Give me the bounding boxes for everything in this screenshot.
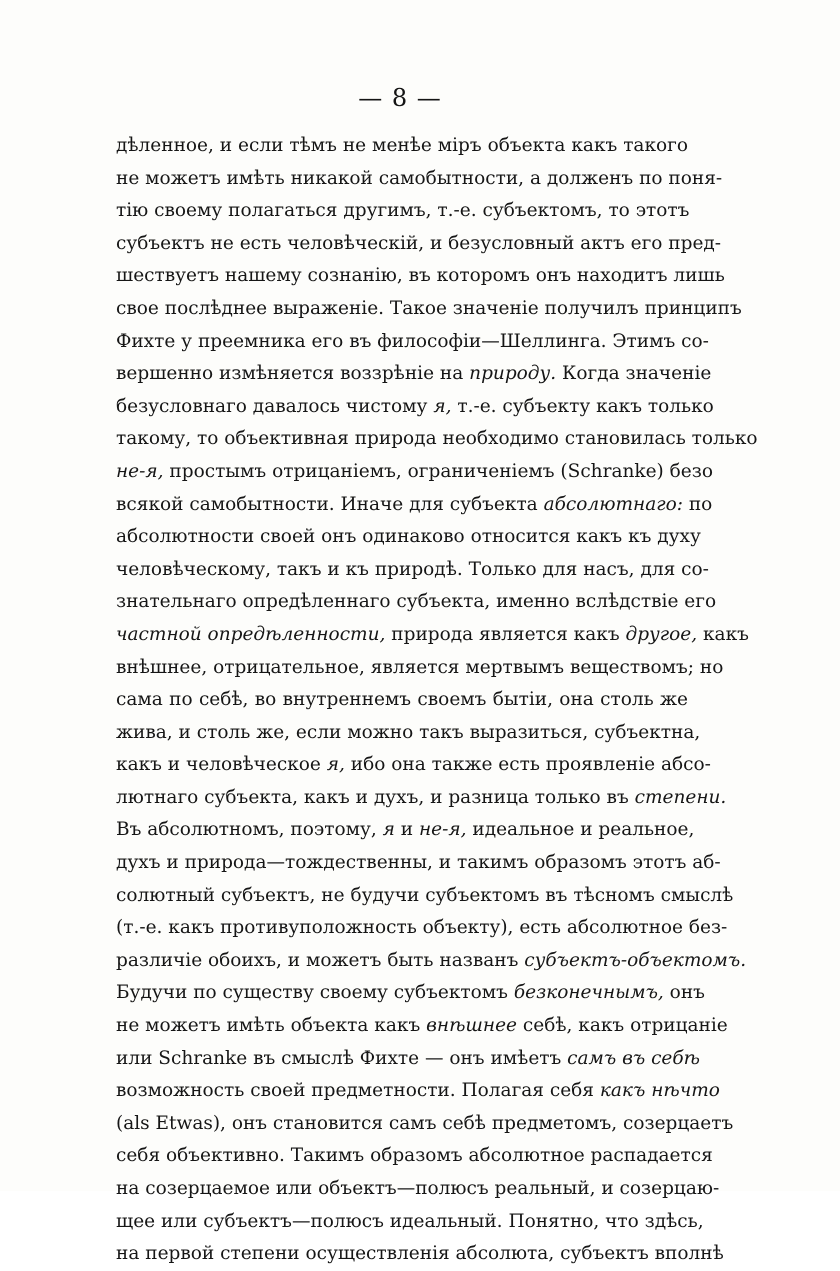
text-run: на первой степени осуществленія абсолюта, субъектъ вполнѣ (116, 1243, 724, 1265)
text-run: лютнаго субъекта, какъ и духъ, и разница только въ (116, 786, 635, 808)
text-line (116, 521, 701, 554)
text-line (116, 880, 734, 913)
text-line (116, 977, 705, 1010)
text-run: онъ (663, 982, 705, 1004)
text-line (116, 1010, 728, 1043)
text-run: (т.-е. какъ противуположность объекту), есть абсолютное без- (116, 917, 728, 939)
text-line (116, 1140, 713, 1173)
text-line (116, 814, 695, 847)
text-run: сама по себѣ, во внутреннемъ своемъ бытіи, она столь же (116, 689, 688, 711)
text-run: (als Etwas), онъ становится самъ себѣ предметомъ, созерцаетъ (116, 1112, 734, 1134)
text-run: духъ и природа—тождественны, и такимъ образомъ этотъ аб- (116, 852, 721, 874)
text-run: себя объективно. Такимъ образомъ абсолютное распадается (116, 1145, 713, 1167)
text-run: свое послѣднее выраженіе. Такое значеніе получилъ принципъ (116, 297, 742, 319)
italic-text: самъ въ себѣ (567, 1047, 700, 1069)
italic-text: я, (433, 395, 452, 417)
text-line (116, 163, 723, 196)
text-line (116, 195, 688, 228)
text-line (116, 1075, 720, 1108)
text-line (116, 358, 712, 391)
text-run: себѣ, какъ отрицаніе (517, 1015, 728, 1037)
text-line (116, 554, 709, 587)
text-run: жива, и столь же, если можно такъ выразиться, субъектна, (116, 721, 701, 743)
text-run: идеальное и реальное, (466, 819, 695, 841)
text-run: всякой самобытности. Иначе для субъекта (116, 493, 544, 515)
italic-text: не-я, (418, 819, 467, 841)
text-run: человѣческому, такъ и къ природѣ. Только для насъ, для со- (116, 558, 709, 580)
body-text (116, 130, 758, 1271)
text-run: или Schranke въ смыслѣ Фихте — онъ имѣетъ (116, 1047, 568, 1069)
text-line (116, 423, 758, 456)
text-line (116, 293, 742, 326)
italic-text: я (382, 819, 395, 841)
text-run: не можетъ имѣть никакой самобытности, а долженъ по поня- (116, 167, 723, 189)
text-run: какъ (697, 623, 749, 645)
text-run: различіе обоихъ, и можетъ быть названъ (116, 949, 525, 971)
text-run: солютный субъектъ, не будучи субъектомъ въ тѣсномъ смыслѣ (116, 884, 734, 906)
text-line (116, 1206, 704, 1239)
text-run: внѣшнее, отрицательное, является мертвымъ веществомъ; но (116, 656, 724, 678)
text-run: безусловнаго давалось чистому (116, 395, 434, 417)
text-run: какъ и человѣческое (116, 754, 327, 776)
text-line (116, 847, 721, 880)
italic-text: я, (326, 754, 345, 776)
italic-text: субъектъ-объектомъ. (524, 949, 747, 971)
text-line (116, 228, 722, 261)
text-run: Будучи по существу своему субъектомъ (116, 982, 514, 1004)
text-run: т.-е. субъекту какъ только (451, 395, 714, 417)
text-line (116, 945, 747, 978)
text-line (116, 260, 725, 293)
text-line (116, 326, 709, 359)
text-line (116, 586, 717, 619)
italic-text: другое, (625, 623, 698, 645)
text-line (116, 391, 714, 424)
text-run: ибо она также есть проявленіе абсо- (344, 754, 711, 776)
text-run: Въ абсолютномъ, поэтому, (116, 819, 383, 841)
text-run: и (394, 819, 419, 841)
text-run: такому, то объективная природа необходимо становилась только (116, 428, 758, 450)
text-line (116, 782, 727, 815)
italic-text: не-я, (116, 460, 164, 482)
page-number: — 8 — (358, 84, 442, 112)
italic-text: безконечнымъ, (513, 982, 664, 1004)
text-line (116, 489, 713, 522)
text-line (116, 684, 688, 717)
text-line (116, 749, 711, 782)
text-run: по (682, 493, 713, 515)
text-run: абсолютности своей онъ одинаково относится какъ къ духу (116, 526, 701, 548)
text-line (116, 717, 701, 750)
italic-text: внѣшнее (426, 1015, 518, 1037)
italic-text: абсолютнаго: (543, 493, 683, 515)
text-run: тію своему полагаться другимъ, т.-е. субъектомъ, то этотъ (116, 200, 690, 222)
text-run: на созерцаемое или объектъ—полюсъ реальный, и созерцаю- (116, 1178, 720, 1199)
text-run: природа является какъ (385, 623, 626, 645)
text-run: вершенно измѣняется воззрѣніе на (116, 363, 470, 385)
italic-text: частной опредѣленности, (116, 623, 386, 645)
text-line (116, 1238, 724, 1271)
italic-text: степени. (634, 786, 727, 808)
text-run: не можетъ имѣть объекта какъ (116, 1015, 427, 1037)
text-run: шествуетъ нашему сознанію, въ которомъ онъ находитъ лишь (116, 265, 725, 287)
text-run: субъектъ не есть человѣческій, и безусловный актъ его пред- (116, 232, 722, 254)
text-run: простымъ отрицаніемъ, ограниченіемъ (Schranke) безо (163, 460, 713, 482)
italic-text: какъ нѣчто (599, 1080, 720, 1102)
text-run: возможность своей предметности. Полагая себя (116, 1080, 600, 1102)
text-line (116, 130, 688, 163)
text-line (116, 1043, 700, 1076)
text-run: знательнаго опредѣленнаго субъекта, именно вслѣдствіе его (116, 591, 717, 613)
text-run: Когда значеніе (556, 363, 712, 385)
italic-text: природу. (469, 363, 557, 385)
text-line (116, 1173, 720, 1206)
text-run: щее или субъектъ—полюсъ идеальный. Понятно, что здѣсь, (116, 1210, 704, 1232)
text-line (116, 619, 749, 652)
text-line (116, 456, 713, 489)
text-line (116, 652, 724, 685)
text-run: дѣленное, и если тѣмъ не менѣе міръ объекта какъ такого (116, 135, 688, 156)
text-line (116, 912, 728, 945)
text-line (116, 1108, 734, 1141)
text-run: Фихте у преемника его въ философіи—Шеллинга. Этимъ со- (116, 330, 709, 352)
